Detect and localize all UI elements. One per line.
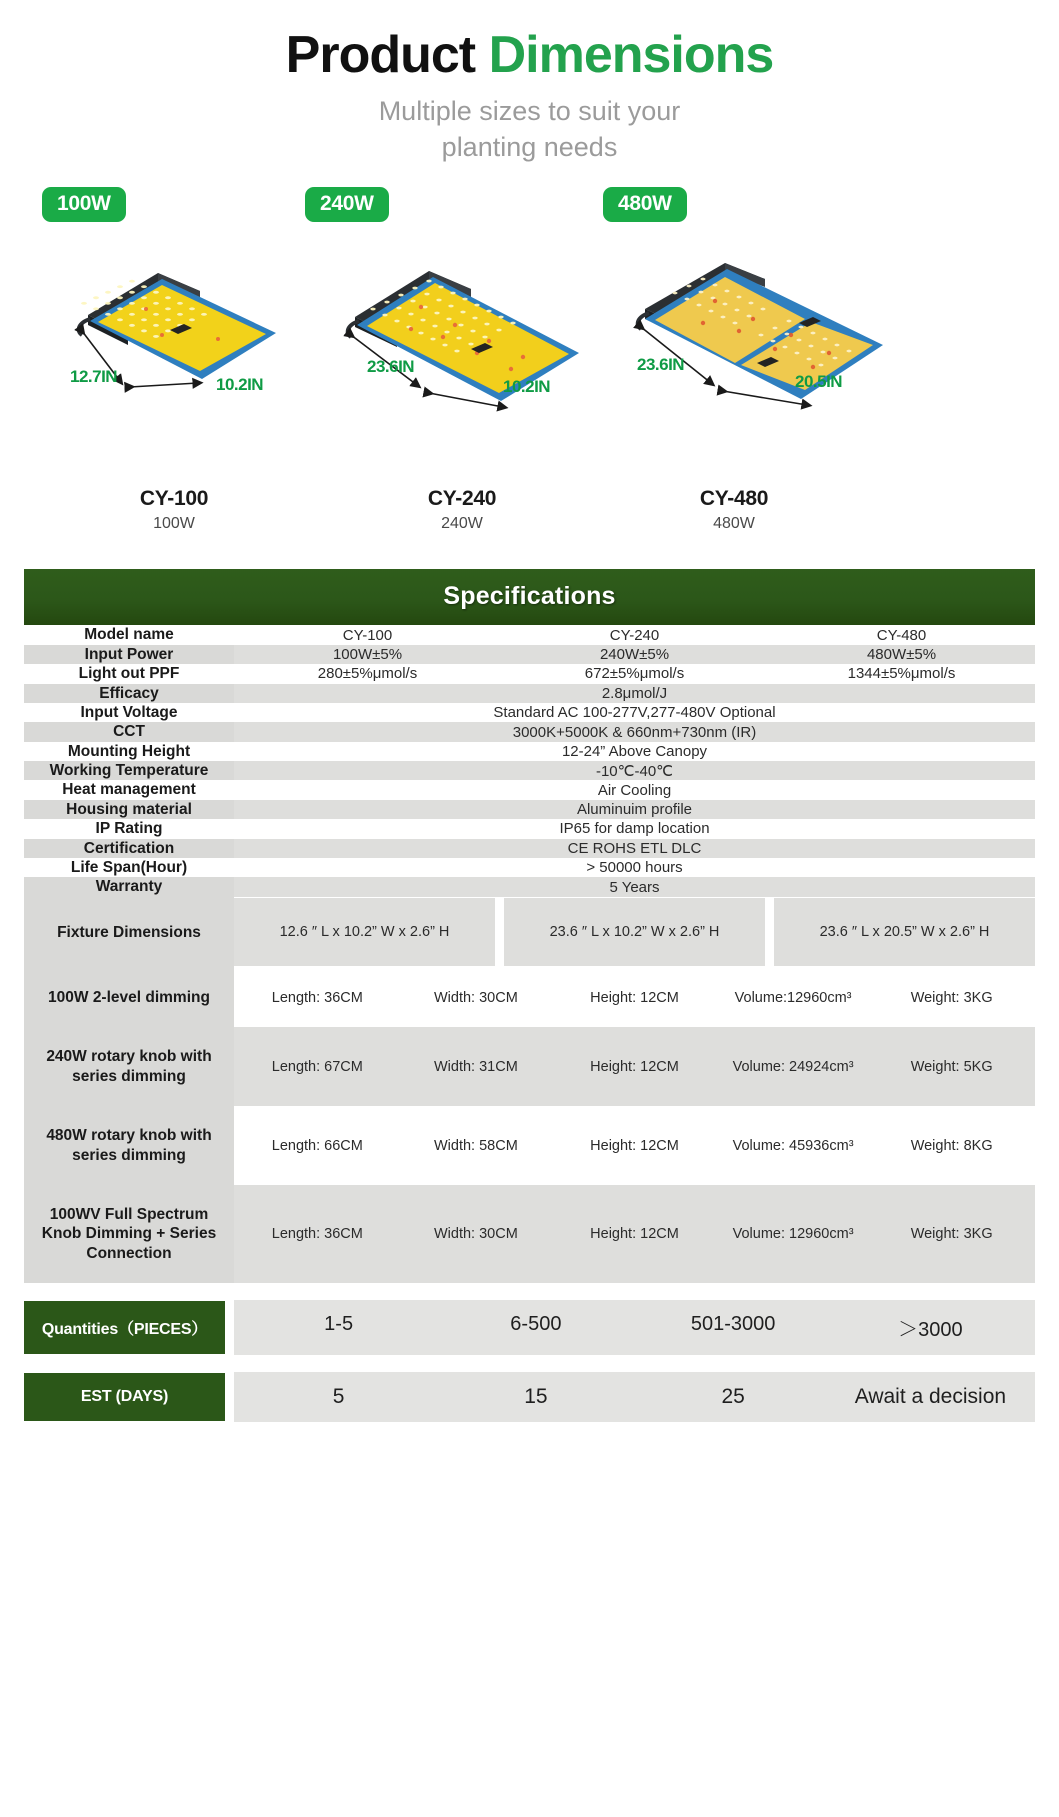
row-label-est-days: EST (DAYS) [24,1373,225,1421]
row-values: > 50000 hours [234,858,1035,877]
row-values-cell-est-days [234,1364,1035,1422]
row-label: Housing material [24,800,234,819]
row-values: 2.8μmol/J [234,684,1035,703]
row-values: CE ROHS ETL DLC [234,839,1035,858]
table-row-est-days [24,1364,1035,1422]
cell-packing-value: Volume: 12960cm³ [732,1226,854,1243]
row-label: Light out PPF [24,664,234,683]
row-label-cell-est-days [24,1364,234,1422]
row-values: 3000K+5000K & 660nm+730nm (IR) [234,722,1035,741]
cell-packing-value: Width: 30CM [433,989,518,1006]
cell-est-1: 5 [332,1385,345,1409]
dimension-label-100w-width: 10.2IN [216,375,264,395]
page-subtitle-line1: Multiple sizes to suit your [378,95,681,126]
table-row [24,684,1035,703]
dimension-label-240w-width: 10.2IN [503,377,551,397]
product-caption-100w [96,487,252,533]
row-label-model-name: Model name [24,625,234,644]
cell-model-cy240: CY-240 [609,626,660,644]
row-values: -10℃-40℃ [234,761,1035,780]
row-label-cell-quantities [24,1292,234,1355]
cell-packing-value: Height: 12CM [590,989,679,1006]
product-model-name-240w: CY-240 [427,487,497,511]
table-row-packing [24,1185,1035,1283]
ordering-table [24,1283,1035,1422]
specifications-table [24,625,1035,896]
row-values: IP65 for damp location [234,819,1035,838]
table-row-packing [24,1027,1035,1106]
page-title [0,0,1059,83]
cell-packing-value: Height: 12CM [590,1058,679,1075]
specifications-table-body [24,625,1035,644]
table-spacer [24,1283,1035,1292]
cell-est-3: 25 [721,1385,745,1409]
cell-value: 480W±5% [866,646,937,664]
cell-packing-value: Weight: 5KG [910,1058,993,1075]
table-row-quantities [24,1292,1035,1355]
cell-packing-value: Length: 66CM [271,1137,363,1154]
row-values-quantities [234,1300,1035,1355]
page-subtitle [0,93,1059,166]
page-title-plain: Product [285,26,489,84]
cell-packing-value: Weight: 8KG [910,1137,993,1154]
row-values-cell-quantities [234,1292,1035,1355]
product-model-name-100w: CY-100 [139,487,209,511]
table-row [24,780,1035,799]
cell-packing-value: Weight: 3KG [910,989,993,1006]
row-label: Working Temperature [24,761,234,780]
row-label-fixture-dimensions: Fixture Dimensions [24,897,234,968]
row-values: 5 Years [234,877,1035,896]
table-spacer-2 [24,1355,1035,1364]
product-card-480w [595,187,895,487]
product-showcase [0,187,1059,487]
specifications-generic-rows [24,645,1035,897]
table-row [24,877,1035,896]
table-row [24,761,1035,780]
product-card-100w [42,187,302,487]
cell-quantity-4: ＞3000 [898,1319,963,1342]
cell-quantity-3: 501-3000 [690,1313,776,1336]
table-row [24,645,1035,664]
dimension-label-240w-length: 23.6IN [367,357,415,377]
row-label: Warranty [24,877,234,896]
cell-packing-value: Height: 12CM [590,1137,679,1154]
row-values-packing [234,968,1035,1027]
row-label: Heat management [24,780,234,799]
row-label: IP Rating [24,819,234,838]
cell-value: 100W±5% [332,646,403,664]
row-label-packing: 480W rotary knob with series dimming [24,1106,234,1185]
table-row [24,800,1035,819]
table-row [24,819,1035,838]
cell-packing-value: Weight: 3KG [910,1226,993,1243]
product-model-name-480w: CY-480 [699,487,769,511]
product-badge-240w: 240W [305,187,389,222]
row-values-packing [234,1106,1035,1185]
row-label: Life Span(Hour) [24,858,234,877]
cell-value: 1344±5%μmol/s [847,665,956,683]
specifications-header: Specifications [24,569,1035,625]
dimension-label-100w-length: 12.7IN [70,367,118,387]
cell-quantity-1: 1-5 [324,1313,354,1336]
table-row [24,722,1035,741]
cell-model-cy480: CY-480 [876,626,927,644]
table-row [24,858,1035,877]
cell-packing-value: Volume: 45936cm³ [732,1137,854,1154]
dimensions-and-packing-table [24,897,1035,1283]
row-values: Standard AC 100-277V,277-480V Optional [234,703,1035,722]
row-values-est-days [234,1372,1035,1422]
row-values [234,645,1035,664]
table-row [24,703,1035,722]
cell-packing-value: Length: 36CM [271,1226,363,1243]
cell-packing-value: Height: 12CM [590,1226,679,1243]
row-values [234,664,1035,683]
row-label-packing: 100WV Full Spectrum Knob Dimming + Series Connection [24,1185,234,1283]
ordering-table-body [24,1283,1035,1422]
row-label-packing: 100W 2-level dimming [24,968,234,1027]
row-values: 12-24” Above Canopy [234,742,1035,761]
cell-quantity-2: 6-500 [510,1313,562,1336]
row-label: Input Power [24,645,234,664]
table-row-packing [24,968,1035,1027]
cell-packing-value: Width: 30CM [433,1226,518,1243]
row-values-packing [234,1185,1035,1283]
row-label: Input Voltage [24,703,234,722]
cell-packing-value: Length: 36CM [271,989,363,1006]
table-row-fixture-dimensions [24,897,1035,968]
row-values-fixture-dimensions [234,897,1035,968]
row-values-packing [234,1027,1035,1106]
packing-table-body [24,897,1035,1283]
product-caption-240w [384,487,540,533]
row-values-model-name [234,625,1035,644]
table-row [24,664,1035,683]
page-subtitle-line2: planting needs [441,132,618,163]
cell-packing-value: Length: 67CM [271,1058,363,1075]
product-caption-480w [656,487,812,533]
cell-fixture-dimension: 12.6 ″ L x 10.2” W x 2.6” H [234,898,495,966]
cell-packing-value: Width: 31CM [433,1058,518,1075]
cell-est-4: Await a decision [854,1385,1007,1409]
row-values: Air Cooling [234,780,1035,799]
table-row [24,742,1035,761]
row-label-quantities: Quantities（PIECES） [24,1301,225,1354]
row-label-packing: 240W rotary knob with series dimming [24,1027,234,1106]
table-row-packing [24,1106,1035,1185]
product-wattage-100w: 100W [153,515,195,533]
row-label: Efficacy [24,684,234,703]
product-wattage-240w: 240W [441,515,483,533]
dimension-label-480w-length: 23.6IN [637,355,685,375]
cell-packing-value: Volume:12960cm³ [734,989,852,1006]
cell-model-cy100: CY-100 [342,626,393,644]
cell-value: 280±5%μmol/s [317,665,418,683]
cell-value: 672±5%μmol/s [584,665,685,683]
product-badge-100w: 100W [42,187,126,222]
table-row [24,839,1035,858]
table-row-model-name [24,625,1035,644]
product-captions [0,487,1059,551]
cell-packing-value: Volume: 24924cm³ [732,1058,854,1075]
led-panel-illustration-480w [615,235,905,415]
page-title-accent: Dimensions [488,26,774,84]
product-card-240w [305,187,595,487]
cell-fixture-dimension: 23.6 ″ L x 20.5” W x 2.6” H [774,898,1035,966]
cell-packing-value: Width: 58CM [433,1137,518,1154]
cell-est-2: 15 [524,1385,548,1409]
led-panel-illustration-240w [325,245,595,425]
row-label: CCT [24,722,234,741]
row-label: Certification [24,839,234,858]
cell-fixture-dimension: 23.6 ″ L x 10.2” W x 2.6” H [504,898,765,966]
specifications-section [24,569,1035,1422]
product-badge-480w: 480W [603,187,687,222]
row-label: Mounting Height [24,742,234,761]
cell-value: 240W±5% [599,646,670,664]
row-values: Aluminuim profile [234,800,1035,819]
product-wattage-480w: 480W [713,515,755,533]
dimension-label-480w-width: 20.5IN [795,372,843,392]
